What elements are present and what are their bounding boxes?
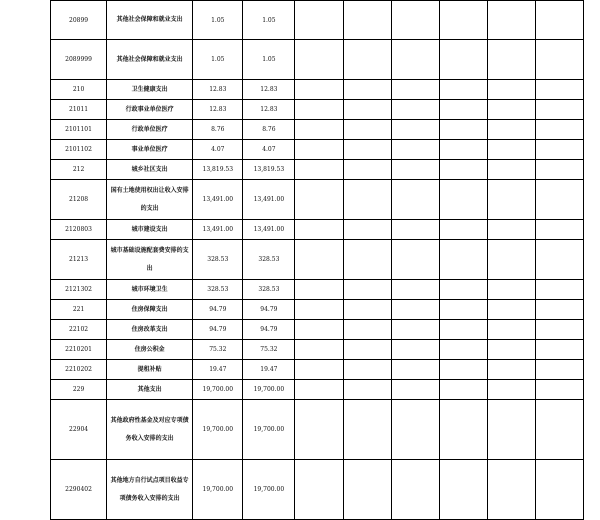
total-amount: 13,819.53	[193, 160, 243, 180]
basic-amount: 13,819.53	[243, 160, 295, 180]
account-name: 住房公积金	[107, 340, 193, 360]
account-name: 其他社会保障和就业支出	[107, 40, 193, 80]
account-name: 住房改革支出	[107, 320, 193, 340]
table-row	[51, 400, 584, 460]
account-code: 2101102	[51, 140, 107, 160]
basic-amount: 12.83	[243, 80, 295, 100]
account-name: 卫生健康支出	[107, 80, 193, 100]
basic-amount: 8.76	[243, 120, 295, 140]
total-amount: 328.53	[193, 240, 243, 280]
account-code: 2290402	[51, 460, 107, 520]
table-row	[51, 140, 584, 160]
account-code: 2120803	[51, 220, 107, 240]
account-name: 住房保障支出	[107, 300, 193, 320]
basic-amount: 19.47	[243, 360, 295, 380]
account-name: 其他支出	[107, 380, 193, 400]
account-name: 国有土地使用权出让收入安排的支出	[107, 180, 193, 220]
basic-amount: 328.53	[243, 240, 295, 280]
table-row	[51, 360, 584, 380]
table-row	[51, 80, 584, 100]
basic-amount: 75.32	[243, 340, 295, 360]
account-code: 229	[51, 380, 107, 400]
basic-amount: 13,491.00	[243, 220, 295, 240]
basic-amount: 19,700.00	[243, 460, 295, 520]
basic-amount: 1.05	[243, 1, 295, 40]
table-row	[51, 160, 584, 180]
account-name: 其他社会保障和就业支出	[107, 1, 193, 40]
total-amount: 13,491.00	[193, 180, 243, 220]
table-row	[51, 340, 584, 360]
table-row	[51, 1, 584, 40]
total-amount: 75.32	[193, 340, 243, 360]
table-row	[51, 180, 584, 220]
account-name: 事业单位医疗	[107, 140, 193, 160]
total-amount: 8.76	[193, 120, 243, 140]
account-code: 2210201	[51, 340, 107, 360]
basic-amount: 328.53	[243, 280, 295, 300]
account-code: 22904	[51, 400, 107, 460]
basic-amount: 4.07	[243, 140, 295, 160]
table-row	[51, 280, 584, 300]
account-name: 其他地方自行试点项目收益专项债务收入安排的支出	[107, 460, 193, 520]
account-code: 21011	[51, 100, 107, 120]
account-code: 2101101	[51, 120, 107, 140]
table-row	[51, 320, 584, 340]
account-code: 21213	[51, 240, 107, 280]
account-code: 21208	[51, 180, 107, 220]
table-row	[51, 220, 584, 240]
table-row	[51, 380, 584, 400]
basic-amount: 94.79	[243, 300, 295, 320]
total-amount: 19,700.00	[193, 460, 243, 520]
total-amount: 12.83	[193, 80, 243, 100]
account-name: 行政事业单位医疗	[107, 100, 193, 120]
account-code: 22102	[51, 320, 107, 340]
total-amount: 94.79	[193, 320, 243, 340]
total-amount: 12.83	[193, 100, 243, 120]
total-amount: 19,700.00	[193, 380, 243, 400]
account-code: 2089999	[51, 40, 107, 80]
account-name: 城市建设支出	[107, 220, 193, 240]
account-code: 221	[51, 300, 107, 320]
account-name: 提租补贴	[107, 360, 193, 380]
table-row	[51, 100, 584, 120]
table-row	[51, 460, 584, 520]
account-name: 城市环境卫生	[107, 280, 193, 300]
basic-amount: 19,700.00	[243, 380, 295, 400]
total-amount: 4.07	[193, 140, 243, 160]
account-name: 城乡社区支出	[107, 160, 193, 180]
basic-amount: 13,491.00	[243, 180, 295, 220]
budget-table	[50, 0, 584, 520]
budget-table-sheet	[50, 0, 584, 520]
account-name: 城市基础设施配套费安排的支出	[107, 240, 193, 280]
basic-amount: 94.79	[243, 320, 295, 340]
total-amount: 13,491.00	[193, 220, 243, 240]
basic-amount: 1.05	[243, 40, 295, 80]
basic-amount: 12.83	[243, 100, 295, 120]
total-amount: 1.05	[193, 1, 243, 40]
table-row	[51, 40, 584, 80]
account-code: 20899	[51, 1, 107, 40]
total-amount: 328.53	[193, 280, 243, 300]
table-row	[51, 300, 584, 320]
account-code: 2210202	[51, 360, 107, 380]
account-name: 行政单位医疗	[107, 120, 193, 140]
table-row	[51, 240, 584, 280]
total-amount: 19,700.00	[193, 400, 243, 460]
account-name: 其他政府性基金及对应专项债务收入安排的支出	[107, 400, 193, 460]
total-amount: 1.05	[193, 40, 243, 80]
account-code: 2121302	[51, 280, 107, 300]
basic-amount: 19,700.00	[243, 400, 295, 460]
total-amount: 19.47	[193, 360, 243, 380]
table-row	[51, 120, 584, 140]
total-amount: 94.79	[193, 300, 243, 320]
account-code: 212	[51, 160, 107, 180]
account-code: 210	[51, 80, 107, 100]
